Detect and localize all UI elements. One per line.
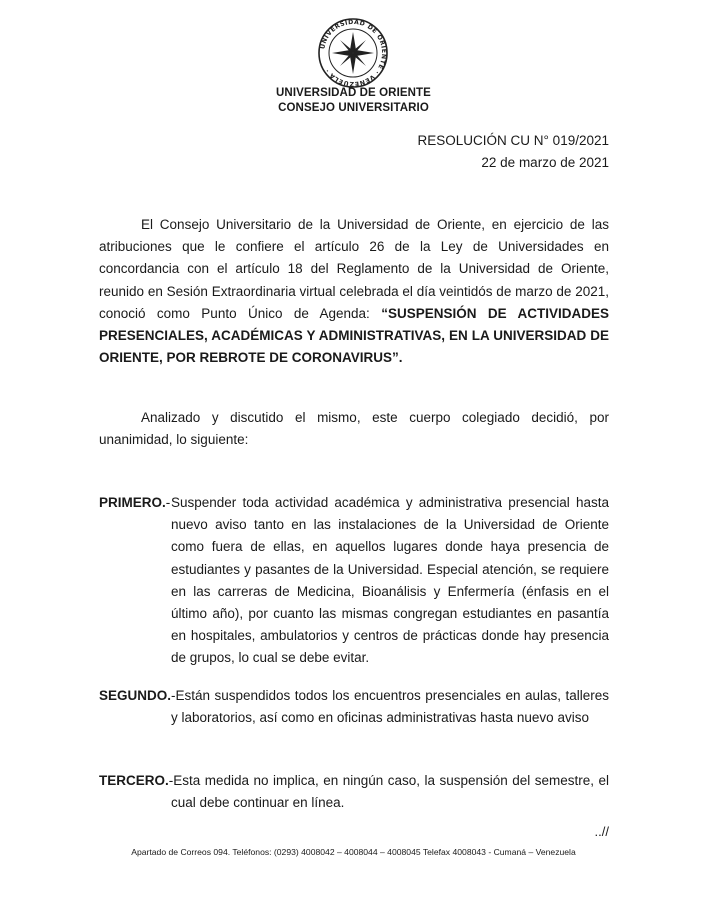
item-text: Están suspendidos todos los encuentros presenciales en aulas, talleres y laboratorios, así como en oficinas administrativas hasta nuevo aviso — [171, 688, 609, 726]
institution-name: UNIVERSIDAD DE ORIENTE — [276, 87, 431, 99]
item-label: PRIMERO.- — [99, 495, 171, 510]
resolution-item-tercero — [99, 770, 609, 814]
continuation-mark: ..// — [594, 824, 609, 839]
decision-intro-text: Analizado y discutido el mismo, este cuerpo colegiado decidió, por unanimidad, lo siguiente: — [99, 410, 609, 448]
item-text: Suspender toda actividad académica y administrativa presencial hasta nuevo aviso tanto en las instalaciones de la Universidad de Oriente como fuera de ellas, en aquellos lugares donde haya presencia de estudiantes y pasantes de la Universidad. Especial atención, se requiere en las carreras de Medicina, Bioanálisis y Enfermería (énfasis en el último año), por cuanto las mismas congregan estudiantes en pasantía en hospitales, ambulatorios y centros de prácticas donde hay presencia de grupos, lo cual se debe evitar. — [171, 495, 609, 666]
resolution-item-segundo — [99, 685, 609, 729]
resolution-number: RESOLUCIÓN CU N° 019/2021 — [417, 133, 609, 148]
intro-text: El Consejo Universitario de la Universidad de Oriente, en ejercicio de las atribuciones que le confiere el artículo 26 de la Ley de Universidades en concordancia con el artículo 18 del Reglamento de la Universidad de Oriente, reunido en Sesión Extraordinaria virtual celebrada el día veintidós de marzo de 2021, conoció como Punto Único de Agenda: — [99, 217, 609, 321]
university-seal-logo — [317, 17, 389, 89]
item-label: SEGUNDO.- — [99, 688, 176, 703]
resolution-date: 22 de marzo de 2021 — [481, 155, 609, 170]
agenda-title: “SUSPENSIÓN DE ACTIVIDADES PRESENCIALES, ACADÉMICAS Y ADMINISTRATIVAS, EN LA UNIVERSIDAD DE ORIENTE, POR REBROTE DE CORONAVIRUS”. — [99, 305, 609, 366]
council-name: CONSEJO UNIVERSITARIO — [278, 102, 429, 114]
item-label-text: PRIMERO. — [99, 495, 166, 510]
footer-contact-info: Apartado de Correos 094. Teléfonos: (0293) 4008042 – 4008044 – 4008045 Telefax 4008043 - Cumaná – Venezuela — [131, 847, 576, 857]
item-label-text: SEGUNDO. — [99, 688, 172, 703]
item-label: TERCERO.- — [99, 773, 174, 788]
item-text: Esta medida no implica, en ningún caso, la suspensión del semestre, el cual debe continuar en línea. — [171, 773, 609, 811]
decision-intro-paragraph — [99, 407, 609, 451]
resolution-item-primero — [99, 492, 609, 670]
svg-text:UNIVERSIDAD DE ORIENTE · VENEZ: UNIVERSIDAD DE ORIENTE · VENEZUELA · — [319, 18, 388, 88]
item-label-text: TERCERO. — [99, 773, 169, 788]
intro-paragraph — [99, 214, 609, 369]
